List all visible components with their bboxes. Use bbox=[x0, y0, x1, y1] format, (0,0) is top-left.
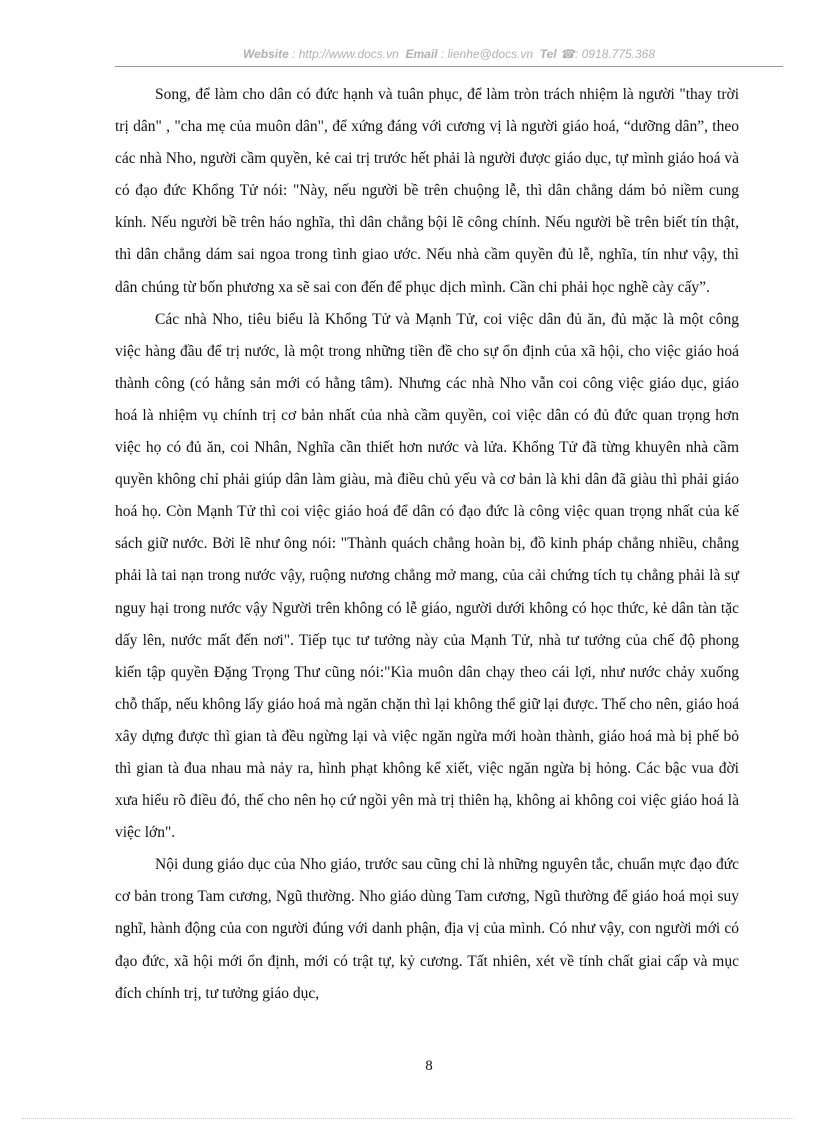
paragraph-3: Nội dung giáo dục của Nho giáo, trước sau cũng chỉ là những nguyên tắc, chuẩn mực đạo đức cơ bản trong Tam cương, Ngũ thường. Nho giáo dùng Tam cương, Ngũ thường để giáo hoá mọi suy nghĩ, hành động của con người đúng với danh phận, địa vị của mình. Có như vậy, con người mới có đạo đức, xã hội mới ổn định, mới có trật tự, kỷ cương. Tất nhiên, xét về tính chất giai cấp và mục đích chính trị, tư tưởng giáo dục, bbox=[115, 856, 739, 1002]
tel-value: : 0918.775.368 bbox=[574, 47, 656, 61]
website-label: Website bbox=[242, 47, 289, 61]
website-link[interactable]: : http://www.docs.vn bbox=[292, 47, 399, 61]
paragraph-1: Song, để làm cho dân có đức hạnh và tuân phục, để làm tròn trách nhiệm là người "thay trời trị dân" , "cha mẹ của muôn dân", để xứng đáng với cương vị là người giáo hoá, “dưỡng dân”, theo các nhà Nho, người cầm quyền, kẻ cai trị trước hết phải là người được giáo dục, tự mình giáo hoá và có đạo đức Khổng Tử nói: "Này, nếu người bề trên chuộng lễ, thì dân chẳng dám bỏ niềm cung kính. Nếu người bề trên háo nghĩa, thì dân chẳng bội lẽ công chính. Nếu người bề trên biết tín thật, thì dân chẳng dám sai ngoa trong tình giao ước. Nếu nhà cầm quyền đủ lễ, nghĩa, tín như vậy, thì dân chúng từ bốn phương xa sẽ sai con đến để phục dịch mình. Cần chi phải học nghề cày cấy”. bbox=[115, 86, 739, 296]
footer-divider bbox=[22, 1118, 794, 1119]
document-body bbox=[115, 79, 739, 1010]
header-divider bbox=[115, 66, 783, 67]
page-number: 8 bbox=[425, 1058, 433, 1074]
tel-label: Tel bbox=[539, 47, 557, 61]
phone-icon: ☎ bbox=[560, 47, 575, 61]
email-label: Email bbox=[405, 47, 438, 61]
page-header bbox=[115, 47, 783, 65]
email-link[interactable]: : lienhe@docs.vn bbox=[440, 47, 534, 61]
paragraph-2: Các nhà Nho, tiêu biểu là Khổng Tử và Mạnh Tử, coi việc dân đủ ăn, đủ mặc là một công việc hàng đầu để trị nước, là một trong những tiền đề cho sự ổn định của xã hội, cho việc giáo hoá thành công (có hằng sản mới có hằng tâm). Nhưng các nhà Nho vẫn coi công việc giáo dục, giáo hoá là nhiệm vụ chính trị cơ bản nhất của nhà cầm quyền, coi việc dân có đủ đức quan trọng hơn việc họ có đủ ăn, coi Nhân, Nghĩa cần thiết hơn nước và lửa. Khổng Tử đã từng khuyên nhà cầm quyền không chỉ phải giúp dân làm giàu, mà điều chủ yếu và cơ bản là khi dân đã giàu thì phải giáo hoá họ. Còn Mạnh Tử thì coi việc giáo hoá để dân có đạo đức là công việc quan trọng nhất của kế sách giữ nước. Bởi lẽ như ông nói: "Thành quách chẳng hoàn bị, đồ kinh pháp chẳng nhiều, chẳng phải là tai nạn trong nước vậy, ruộng nương chẳng mở mang, của cải chứng tích tụ chẳng phải là sự nguy hại trong nước vậy Người trên không có lễ giáo, người dưới không có học thức, kẻ dân tàn tặc dấy lên, nước mất đến nơi". Tiếp tục tư tưởng này của Mạnh Tử, nhà tư tưởng của chế độ phong kiến tập quyền Đặng Trọng Thư cũng nói:"Kìa muôn dân chạy theo cái lợi, như nước chảy xuống chỗ thấp, nếu không lấy giáo hoá mà ngăn chặn thì lại không thể giữ lại được. Thế cho nên, giáo hoá xây dựng được thì gian tà đều ngừng lại và việc ngăn ngừa mới hoàn thành, giáo hoá mà bị phế bỏ thì gian tà đua nhau mà nảy ra, hình phạt không kể xiết, việc ngăn ngừa bị hỏng. Các bậc vua đời xưa hiểu rõ điều đó, thế cho nên họ cứ ngồi yên mà trị thiên hạ, không ai không coi việc giáo hoá là việc lớn". bbox=[115, 310, 739, 842]
